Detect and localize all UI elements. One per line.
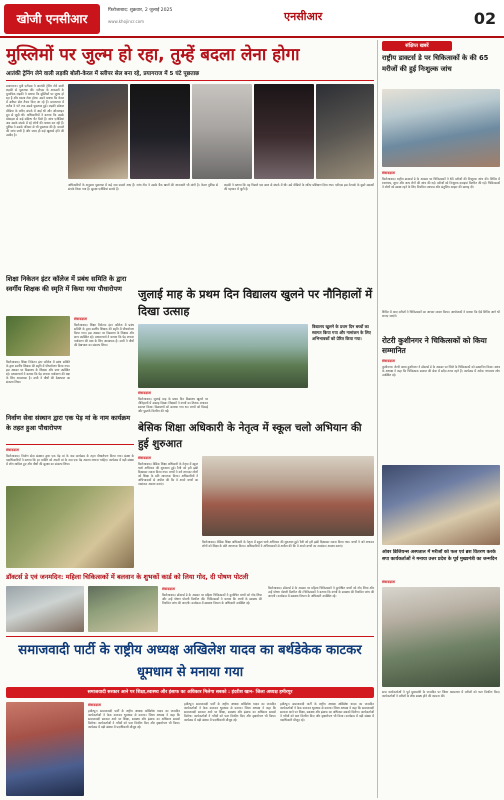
school-story-body: फिरोजाबाद। शिक्षा निकेतन इंटर कॉलेज में प्रबंध समिति के द्वारा स्वर्गीय शिक्षक की स्मृति में पौधारोपण किया गया। इस अवसर पर विद्यालय के शिक्षक और छात्र उपस्थित रहे। प्रधानाचार्य ने बताया कि पेड़ लगाना पर्यावरण की रक्षा के लिए आवश्यक है। सभी ने पौधों की देखभाल का संकल्प लिया।: [74, 323, 134, 348]
nirvan-story-headline: निर्वाण सेवा संस्थान द्वारा एक पेड़ मां के नाम कार्यक्रम के तहत हुआ पौधारोपण: [6, 414, 131, 432]
story1-body-cont-1: अधिकारियों के अनुसार पूछताछ में कई नाम सामने आए हैं। जांच टीम ने उसके बैंक खातों की जानकारी भी मांगी है। केरल पुलिस से संपर्क किया गया है। सुरक्षा एजेंसियां सतर्क हैं।: [68, 183, 218, 192]
story1-subhead: आतंकी ट्रेनिंग लेने वाली लड़की बोली-केरल में स्लीपर सेल बना रहे, प्रयागराज में 5 घंटे पूछताछ: [6, 71, 200, 77]
sp-story-body-col-2: हमीरपुर। समाजवादी पार्टी के राष्ट्रीय अध्यक्ष अखिलेश यादव का जन्मदिन कार्यकर्ताओं ने केक काटकर धूमधाम से मनाया। जिला अध्यक्ष ने कहा कि समाजवादी सरकार आने पर शिक्षा, स्वास्थ्य और इंसाफ का अधिकार सबको मिलेगा। कार्यकर्ताओं ने गरीबों को फल वितरित किए और वृक्षारोपण भी किया। कार्यक्रम में बड़ी संख्या में पदाधिकारी मौजूद रहे।: [184, 702, 276, 723]
right-headline-3: ओवर ब्रिजियन्स अस्पताल में मरीजों को फल एवं ब्रश वितरण करके सपा कार्यकर्ताओं ने मनाया उत्तर प्रदेश के पूर्व मुख्यमंत्री का जन्मदिन: [382, 550, 498, 562]
july-story-quote: विद्यालय खुलने के प्रथम दिन बच्चों का स्वागत किया गया और नामांकन के लिए अभिभावकों को प्रेरित किया गया।: [312, 324, 371, 341]
nirvan-story-rule: [6, 444, 134, 445]
doctors-story-body: फिरोजाबाद। डॉक्टर्स डे के अवसर पर महिला चिकित्सकों ने कुपोषित बच्चों को गोद लिया और उन्हें पोषण पोटली वितरित की। चिकित्सकों ने बताया कि बच्चों के स्वास्थ्य की नियमित जांच की जाएगी। कार्यक्रम में स्वास्थ्य विभाग के अधिकारी उपस्थित रहे।: [162, 593, 262, 606]
right-body-1b: शिविर में आए मरीजों ने चिकित्सकों का आभार व्यक्त किया। आयोजकों ने बताया कि ऐसे शिविर आगे भी लगाए जाएंगे।: [382, 310, 500, 319]
bsa-story-photo: [202, 456, 374, 536]
story1-photo-4: [254, 84, 314, 179]
story1-body: प्रयागराज। यूपी एटीएस ने आतंकी ट्रेनिंग लेने वाली लड़की से पूछताछ की। एटीएस के अफसरों के मुताबिक लड़की ने बताया कि मुस्लिमों पर जुल्म हो रहा है और बदला लेना होगा। उसने बताया कि केरल में स्लीपर सेल तैयार किए जा रहे हैं। प्रयागराज में करीब 5 घंटे तक उससे पूछताछ हुई। लड़की सोशल मीडिया के जरिए संपर्क में आई थी और ऑनलाइन ग्रुप से जुड़ी थी। अधिकारियों ने बताया कि उसके मोबाइल से कई संदिग्ध चैट मिले हैं। जांच एजेंसियां अब उसके संपर्क में रहे लोगों की तलाश कर रही हैं। पुलिस ने उसके परिवार से भी पूछताछ की है। मामले की जांच जारी है और जल्द ही कई खुलासे होने की उम्मीद है।: [6, 84, 64, 138]
doctors-story-headline: डॉक्टर्स डे एवं जनमदिन: महिला चिकित्सकों में बलवान के शुभकों कार्ड को लिया गोद, दी पोषण पोटली: [6, 573, 249, 581]
right-dateline-2: संवाददाता: [382, 359, 396, 363]
story1-photo-3: [192, 84, 252, 179]
sp-story-dateline: संवाददाता: [88, 703, 102, 707]
date-line: फिरोजाबाद: शुक्रवार, 2 जुलाई 2025: [108, 8, 173, 13]
right-column-tag: संक्षिप्त खबरें: [382, 41, 452, 51]
doctors-story-photo-2: [88, 586, 158, 632]
bsa-story-body: फिरोजाबाद। बेसिक शिक्षा अधिकारी के नेतृत्व में स्कूल चलो अभियान की शुरुआत हुई। रैली को हरी झंडी दिखाकर रवाना किया गया। बच्चों ने नारे लगाकर लोगों को शिक्षा के प्रति जागरूक किया। अधिकारियों ने अभिभावकों से अपील की कि वे अपने बच्चों का नामांकन अवश्य कराएं।: [138, 462, 198, 487]
doctors-story-body-cont: फिरोजाबाद। डॉक्टर्स डे के अवसर पर महिला चिकित्सकों ने कुपोषित बच्चों को गोद लिया और उन्हें पोषण पोटली वितरित की। चिकित्सकों ने बताया कि बच्चों के स्वास्थ्य की नियमित जांच की जाएगी। कार्यक्रम में स्वास्थ्य विभाग के अधिकारी उपस्थित रहे।: [268, 586, 374, 599]
july-story-dateline: संवाददाता: [138, 391, 152, 395]
story1-rule: [6, 80, 374, 81]
bsa-story-body-cont: फिरोजाबाद। बेसिक शिक्षा अधिकारी के नेतृत्व में स्कूल चलो अभियान की शुरुआत हुई। रैली को हरी झंडी दिखाकर रवाना किया गया। बच्चों ने नारे लगाकर लोगों को शिक्षा के प्रति जागरूक किया। अधिकारियों ने अभिभावकों से अपील की कि वे अपने बच्चों का नामांकन अवश्य कराएं।: [202, 540, 374, 549]
july-story-headline: जुलाई माह के प्रथम दिन विद्यालय खुलने पर नौनिहालों में दिखा उत्साह: [138, 287, 373, 318]
july-story-body: फिरोजाबाद। जुलाई माह के प्रथम दिन विद्यालय खुलने पर नौनिहालों में उत्साह दिखा। शिक्षकों ने बच्चों का तिलक लगाकर स्वागत किया। विद्यालयों को सजाया गया था। बच्चों को मिठाई और पुस्तकें वितरित की गईं।: [138, 397, 208, 414]
story1-photo-1: [68, 84, 128, 179]
right-body-1: फिरोजाबाद। राष्ट्रीय डाक्टर्स डे के अवसर पर चिकित्सकों ने 65 मरीजों की निःशुल्क जांच की। शिविर में रक्तचाप, शुगर और अन्य रोगों की जांच की गई। मरीजों को निःशुल्क दवाइयां वितरित की गईं। चिकित्सकों ने लोगों को स्वस्थ रहने के लिए नियमित व्यायाम और संतुलित आहार की सलाह दी।: [382, 177, 500, 190]
sp-story-body-col-3: हमीरपुर। समाजवादी पार्टी के राष्ट्रीय अध्यक्ष अखिलेश यादव का जन्मदिन कार्यकर्ताओं ने केक काटकर धूमधाम से मनाया। जिला अध्यक्ष ने कहा कि समाजवादी सरकार आने पर शिक्षा, स्वास्थ्य और इंसाफ का अधिकार सबको मिलेगा। कार्यकर्ताओं ने गरीबों को फल वितरित किए और वृक्षारोपण भी किया। कार्यक्रम में बड़ी संख्या में पदाधिकारी मौजूद रहे।: [280, 702, 374, 723]
right-body-2: कुशीनगर। रोटरी क्लब कुशीनगर ने डॉक्टर्स डे के अवसर पर जिले के चिकित्सकों को सम्मानित किया। क्लब के अध्यक्ष ने कहा कि चिकित्सक समाज की सेवा में सदैव तत्पर रहते हैं। कार्यक्रम में अनेक गणमान्य लोग उपस्थित रहे।: [382, 365, 500, 378]
right-dateline-3: संवाददाता: [382, 580, 396, 584]
nirvan-story-dateline: संवाददाता: [6, 448, 20, 452]
newspaper-logo: खोजी एनसीआर: [4, 4, 100, 34]
sp-story-photo: [6, 702, 84, 796]
sp-story-strap: समाजवादी सरकार आने पर शिक्षा,स्वास्थ्य और इंसाफ का अधिकार मिलेगा सबको : इंदरीश खान- जिला अध्यक्ष हमीरपुर: [6, 687, 374, 698]
bsa-story-dateline: संवाददाता: [138, 456, 152, 460]
right-photo-1: [382, 89, 500, 167]
page-number: 02: [473, 9, 497, 28]
story1-photo-5: [316, 84, 374, 179]
masthead: [0, 0, 504, 38]
right-photo-3: [382, 587, 500, 687]
right-photo-2: [382, 465, 500, 545]
nirvan-story-photo: [6, 486, 134, 568]
doctors-story-photo-1: [6, 586, 84, 632]
school-story-headline: शिक्षा निकेतन इंटर कॉलेज में प्रबंध समिति के द्वारा स्वर्गीय शिक्षक की स्मृति में किया गया पौधारोपण: [6, 275, 127, 293]
story1-photo-2: [130, 84, 190, 179]
july-story-photo: [138, 324, 308, 388]
sp-story-headline: समाजवादी पार्टी के राष्ट्रीय अध्यक्ष अखिलेश यादव का बर्थडेकेक काटकर धूमधाम से मनाया गया: [18, 643, 362, 680]
doctors-story-dateline: संवाददाता: [162, 587, 176, 591]
story1-headline: मुस्लिमों पर जुल्म हो रहा, तुम्हें बदला लेना होगा: [6, 45, 300, 65]
school-story-body-cont: फिरोजाबाद। शिक्षा निकेतन इंटर कॉलेज में प्रबंध समिति के द्वारा स्वर्गीय शिक्षक की स्मृति में पौधारोपण किया गया। इस अवसर पर विद्यालय के शिक्षक और छात्र उपस्थित रहे। प्रधानाचार्य ने बताया कि पेड़ लगाना पर्यावरण की रक्षा के लिए आवश्यक है। सभी ने पौधों की देखभाल का संकल्प लिया।: [6, 360, 70, 385]
right-body-3: सपा कार्यकर्ताओं ने पूर्व मुख्यमंत्री के जन्मदिन पर जिला अस्पताल में मरीजों को फल वितरित किए। कार्यकर्ताओं ने मरीजों के शीघ्र स्वस्थ होने की कामना की।: [382, 690, 500, 699]
sp-story-body-col-1: हमीरपुर। समाजवादी पार्टी के राष्ट्रीय अध्यक्ष अखिलेश यादव का जन्मदिन कार्यकर्ताओं ने केक काटकर धूमधाम से मनाया। जिला अध्यक्ष ने कहा कि समाजवादी सरकार आने पर शिक्षा, स्वास्थ्य और इंसाफ का अधिकार सबको मिलेगा। कार्यकर्ताओं ने गरीबों को फल वितरित किए और वृक्षारोपण भी किया। कार्यक्रम में बड़ी संख्या में पदाधिकारी मौजूद रहे।: [88, 709, 180, 730]
bsa-story-headline: बेसिक शिक्षा अधिकारी के नेतृत्व में स्कूल चलो अभियान की हुई शुरुआत: [138, 422, 362, 450]
story1-body-cont-2: लड़की ने बताया कि वह पिछले एक साल से संपर्क में थी। उसे वीडियो के जरिए प्रशिक्षण दिया गया। एटीएस इस नेटवर्क के दूसरे सदस्यों की पहचान में जुटी है।: [224, 183, 374, 192]
right-column-divider: [377, 40, 378, 798]
school-story-dateline: संवाददाता: [74, 317, 88, 321]
right-headline-2: रोटरी कुशीनगर ने चिकित्सकों को किया सम्मानित: [382, 336, 487, 355]
right-dateline-1: संवाददाता: [382, 171, 396, 175]
right-headline-1: राष्ट्रीय डाक्टर्स डे पर चिकित्सकों के की 65 मरीजों की हुई निःशुल्क जांच: [382, 54, 489, 73]
website-line: www.khojincr.com: [108, 19, 145, 24]
paper-name: एनसीआर: [284, 10, 323, 23]
school-story-photo: [6, 316, 70, 356]
sp-story-rule: [6, 636, 374, 637]
nirvan-story-body: फिरोजाबाद। निर्वाण सेवा संस्थान द्वारा एक पेड़ मां के नाम कार्यक्रम के तहत पौधारोपण किया गया। संस्था के पदाधिकारियों ने बताया कि हर व्यक्ति को अपनी मां के नाम एक पेड़ अवश्य लगाना चाहिए। कार्यक्रम में बड़ी संख्या में लोग शामिल हुए और पौधों की सुरक्षा का संकल्प लिया।: [6, 454, 134, 467]
